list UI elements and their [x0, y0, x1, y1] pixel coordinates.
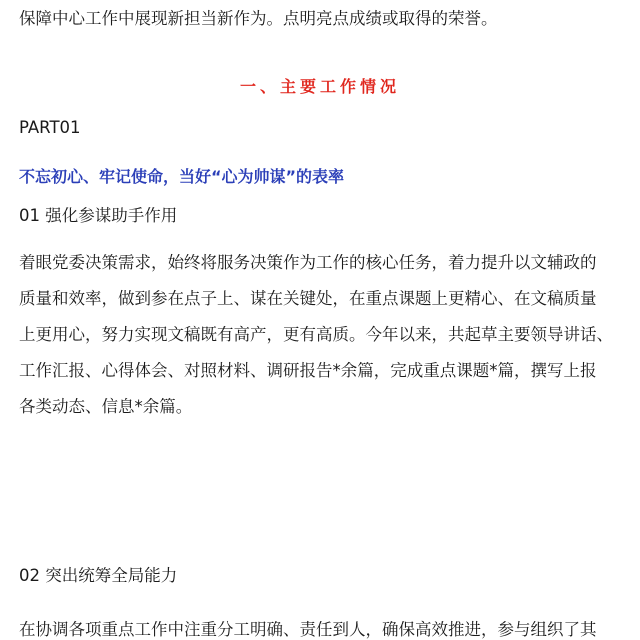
subheading: 不忘初心、牢记使命，当好“心为帅谋”的表率 [19, 167, 345, 186]
paragraph-line: 上更用心，努力实现文稿既有高产，更有高质。今年以来，共起草主要领导讲话、 [19, 325, 613, 344]
item1-title: 01 强化参谋助手作用 [19, 206, 178, 225]
paragraph-line: 各类动态、信息*余篇。 [19, 397, 193, 416]
item1-paragraph [19, 245, 623, 425]
paragraph-line: 着眼党委决策需求，始终将服务决策作为工作的核心任务，着力提升以文辅政的 [19, 253, 597, 272]
paragraph-line: 质量和效率，做到参在点子上、谋在关键处，在重点课题上更精心、在文稿质量 [19, 289, 597, 308]
intro-line: 保障中心工作中展现新担当新作为。点明亮点成绩或取得的荣誉。 [19, 9, 498, 28]
paragraph-line: 工作汇报、心得体会、对照材料、调研报告*余篇，完成重点课题*篇，撰写上报 [19, 361, 597, 380]
item2-title: 02 突出统筹全局能力 [19, 566, 178, 585]
part-label: PART01 [19, 118, 81, 137]
item2-partial-line: 在协调各项重点工作中注重分工明确、责任到人，确保高效推进，参与组织了其 [19, 620, 597, 639]
section-heading: 一、主要工作情况 [239, 77, 400, 96]
